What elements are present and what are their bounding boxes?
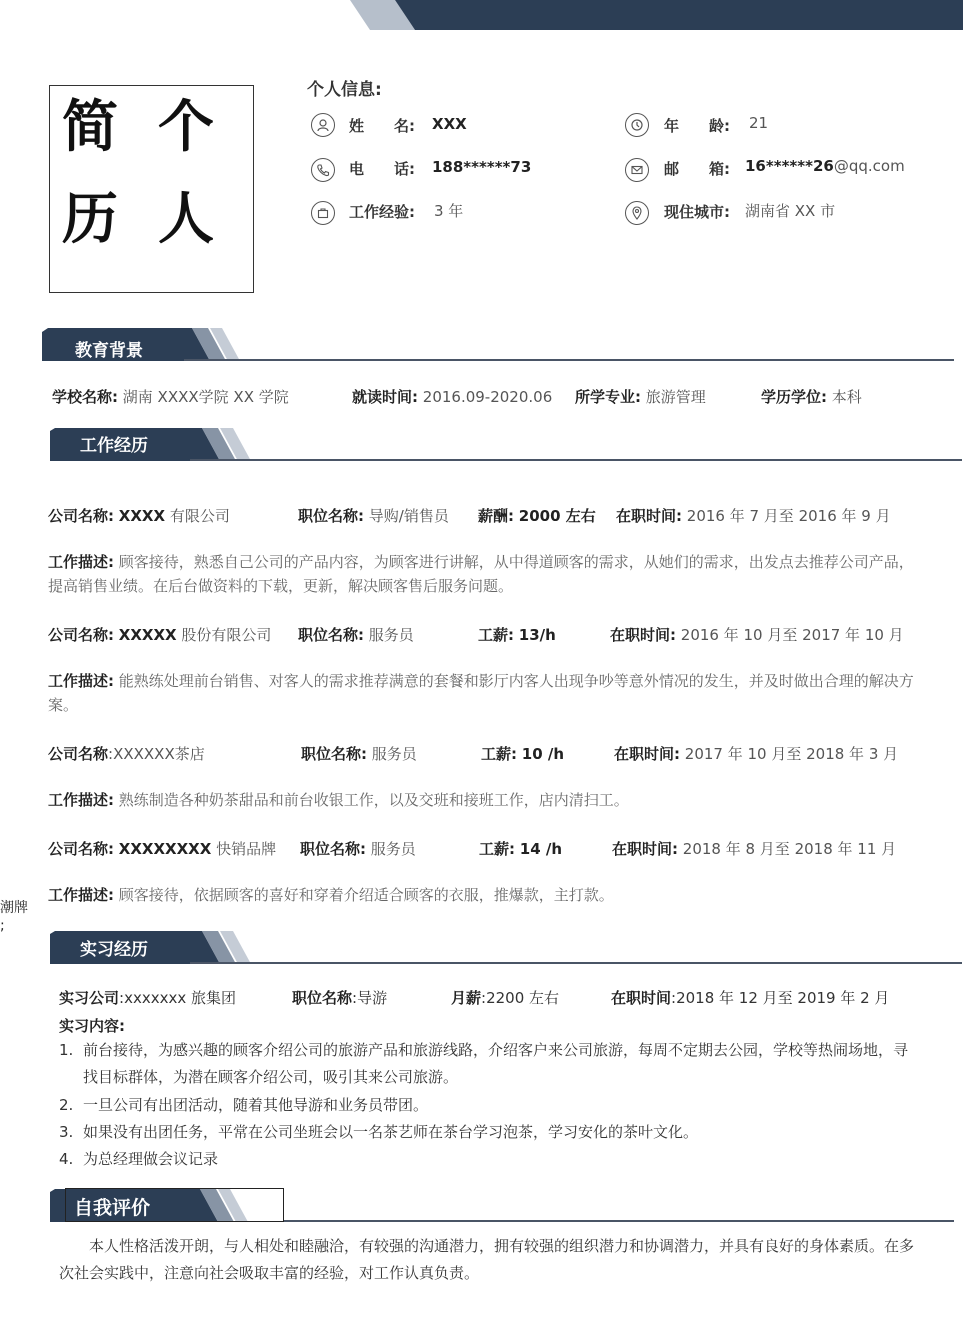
internship-item-4: 为总经理做会议记录 — [83, 1150, 219, 1168]
education-major: 所学专业: 旅游管理 — [575, 388, 706, 406]
email-value: 16******26@qq.com — [745, 157, 905, 175]
internship-item-2: 一旦公司有出团活动，随着其他导游和业务员带团。 — [83, 1096, 429, 1114]
phone-value: 188******73 — [432, 158, 532, 176]
name-value: XXX — [432, 115, 467, 133]
job2-salary: 工薪: 13/h — [478, 626, 556, 644]
education-degree: 学历学位: 本科 — [761, 388, 862, 406]
job4-desc: 工作描述: 顾客接待，依据顾客的喜好和穿着介绍适合顾客的衣服，推爆款，主打款。 — [48, 886, 614, 904]
job3-position: 职位名称: 服务员 — [301, 745, 417, 763]
job4-salary: 工薪: 14 /h — [479, 840, 563, 858]
email-label: 邮 箱: — [664, 160, 730, 178]
internship-divider — [190, 962, 962, 964]
experience-label: 工作经验: — [349, 203, 415, 221]
education-divider — [184, 359, 954, 361]
education-row: 学校名称: 湖南 XXXX学院 XX 学院 — [52, 388, 289, 406]
job3-salary: 工薪: 10 /h — [481, 745, 565, 763]
city-value: 湖南省 XX 市 — [745, 202, 836, 220]
internship-item-3: 如果没有出团任务，平常在公司坐班会以一名茶艺师在茶台学习泡茶，学习安化的茶叶文化。 — [83, 1123, 699, 1141]
job4-time: 在职时间: 2018 年 8 月至 2018 年 11 月 — [612, 840, 897, 858]
internship-item-4-num: 4. — [59, 1150, 74, 1168]
internship-salary: 月薪:2200 左右 — [451, 989, 560, 1007]
work-title: 工作经历 — [80, 436, 148, 456]
internship-position: 职位名称:导游 — [292, 989, 388, 1007]
internship-item-3-num: 3. — [59, 1123, 74, 1141]
age-icon — [625, 113, 649, 137]
email-icon — [625, 158, 649, 182]
self-eval-title: 自我评价 — [74, 1197, 151, 1219]
internship-item-1: 前台接待，为感兴趣的顾客介绍公司的旅游产品和旅游线路，介绍客户来公司旅游，每周不定期去公园，学校等热闹场地，寻找目标群体，为潜在顾客介绍公司，吸引其来公司旅游。 — [83, 1041, 909, 1086]
personal-info-heading: 个人信息: — [307, 80, 382, 100]
job3-desc: 工作描述: 熟练制造各种奶茶甜品和前台收银工作，以及交班和接班工作，店内清扫工。 — [48, 791, 629, 809]
briefcase-icon — [311, 201, 335, 225]
side-note-line2: ; — [0, 918, 5, 934]
title-char-ge: 个 — [158, 95, 214, 160]
work-divider — [190, 459, 962, 461]
title-char-ren: 人 — [158, 187, 214, 252]
side-note-line1: 潮牌 — [0, 900, 28, 916]
self-eval-text: 本人性格活泼开朗，与人相处和睦融洽，有较强的沟通潜力，拥有较强的组织潜力和协调潜力，并具有良好的身体素质。在多次社会实践中，注意向社会吸取丰富的经验，对工作认真负责。 — [59, 1237, 915, 1282]
job1-position: 职位名称: 导购/销售员 — [298, 507, 449, 525]
internship-company: 实习公司:xxxxxxx 旅集团 — [59, 989, 236, 1007]
job4-position: 职位名称: 服务员 — [300, 840, 416, 858]
job1-desc: 工作描述: 顾客接待，熟悉自己公司的产品内容，为顾客进行讲解，从中得道顾客的需求，从她们的需求，出发点去推荐公司产品，提高销售业绩。在后台做资料的下载，更新，解决顾客售后服务问题。 — [48, 553, 914, 595]
job3-time: 在职时间: 2017 年 10 月至 2018 年 3 月 — [614, 745, 899, 763]
location-icon — [625, 201, 649, 225]
job1-company: 公司名称: XXXX 有限公司 — [48, 507, 230, 525]
name-label: 姓 名: — [349, 117, 415, 135]
phone-label: 电 话: — [349, 160, 415, 178]
internship-item-2-num: 2. — [59, 1096, 74, 1114]
phone-icon — [311, 158, 335, 182]
city-label: 现住城市: — [664, 203, 730, 221]
job1-salary: 薪酬: 2000 左右 — [478, 507, 596, 525]
job1-time: 在职时间: 2016 年 7 月至 2016 年 9 月 — [616, 507, 891, 525]
age-label: 年 龄: — [664, 117, 730, 135]
self-eval-divider — [284, 1220, 954, 1222]
user-icon — [311, 113, 335, 137]
job2-position: 职位名称: 服务员 — [298, 626, 414, 644]
internship-time: 在职时间:2018 年 12 月至 2019 年 2 月 — [611, 989, 890, 1007]
internship-title: 实习经历 — [80, 940, 148, 960]
title-char-li: 历 — [62, 187, 118, 252]
top-banner — [0, 0, 963, 30]
job4-company: 公司名称: XXXXXXXX 快销品牌 — [48, 840, 277, 858]
education-title: 教育背景 — [75, 341, 143, 361]
job2-time: 在职时间: 2016 年 10 月至 2017 年 10 月 — [610, 626, 904, 644]
title-char-jian: 简 — [62, 95, 118, 160]
job3-company: 公司名称:XXXXXX茶店 — [48, 745, 205, 763]
experience-value: 3 年 — [434, 202, 464, 220]
job2-company: 公司名称: XXXXX 股份有限公司 — [48, 626, 272, 644]
job2-desc: 工作描述: 能熟练处理前台销售、对客人的需求推荐满意的套餐和影厅内客人出现争吵等意外情况的发生，并及时做出合理的解决方案。 — [48, 672, 914, 714]
education-time: 就读时间: 2016.09-2020.06 — [352, 388, 553, 406]
age-value: 21 — [749, 114, 769, 132]
internship-content-label: 实习内容: — [59, 1017, 125, 1035]
internship-item-1-num: 1. — [59, 1041, 74, 1059]
